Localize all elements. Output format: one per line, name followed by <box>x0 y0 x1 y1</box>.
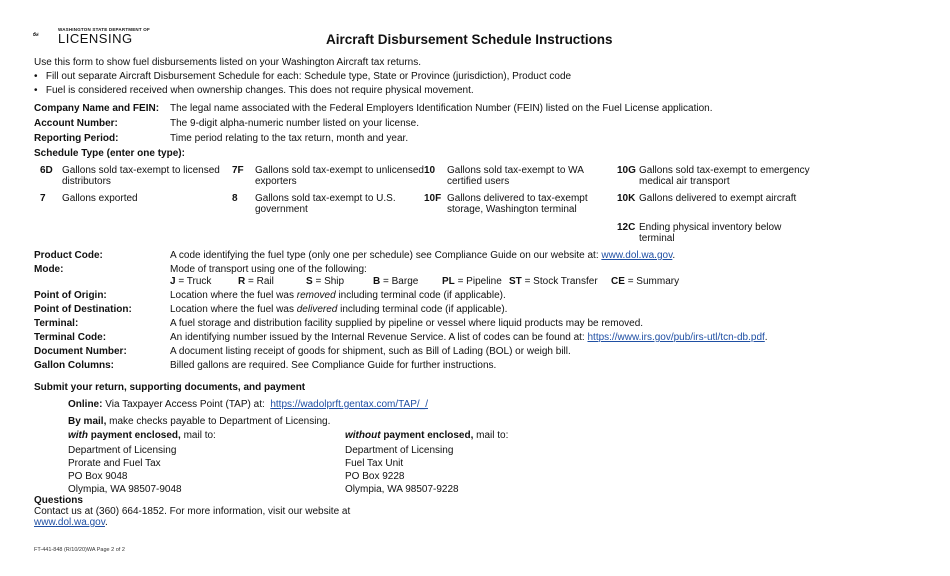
dol-website-link[interactable]: www.dol.wa.gov <box>34 517 105 528</box>
schedule-desc: Ending physical inventory below terminal <box>639 222 782 244</box>
gallon-label: Gallon Columns: <box>34 360 114 371</box>
period-text: Time period relating to the tax return, month and year. <box>170 133 409 144</box>
period-label: Reporting Period: <box>34 133 119 144</box>
schedule-code: 10K <box>617 193 636 204</box>
origin-text: Location where the fuel was removed including terminal code (if applicable). <box>170 290 506 301</box>
schedule-code: 8 <box>232 193 238 204</box>
dol-website-link[interactable]: www.dol.wa.gov <box>601 250 673 261</box>
schedule-type-label: Schedule Type (enter one type): <box>34 148 185 159</box>
origin-label: Point of Origin: <box>34 290 107 301</box>
schedule-desc: Gallons delivered to tax-exempt storage, Washington terminal <box>447 193 588 215</box>
schedule-desc: Gallons sold tax-exempt to emergency medical air transport <box>639 165 810 187</box>
schedule-desc: Gallons sold tax-exempt to licensed distributors <box>62 165 220 187</box>
page-title: Aircraft Disbursement Schedule Instructions <box>326 32 613 47</box>
mode-text: Mode of transport using one of the following: <box>170 264 367 275</box>
product-text: A code identifying the fuel type (only one per schedule) see Compliance Guide on our website at: www.dol.wa.gov. <box>170 250 676 261</box>
mode-item: ST = Stock Transfer <box>509 276 598 287</box>
mode-item: J = Truck <box>170 276 212 287</box>
with-payment-heading: with payment enclosed, mail to: <box>68 430 216 441</box>
schedule-code: 6D <box>40 165 53 176</box>
intro-bullet-1: • Fill out separate Aircraft Disbursement Schedule for each: Schedule type, State or Province (jurisdiction), Product code <box>34 71 572 82</box>
schedule-code: 10 <box>424 165 436 176</box>
destination-text: Location where the fuel was delivered including terminal code (if applicable). <box>170 304 508 315</box>
mode-item: PL = Pipeline <box>442 276 502 287</box>
company-label: Company Name and FEIN: <box>34 103 160 114</box>
document-text: A document listing receipt of goods for shipment, such as Bill of Lading (BOL) or weigh bill. <box>170 346 571 357</box>
mode-label: Mode: <box>34 264 64 275</box>
company-text: The legal name associated with the Federal Employers Identification Number (FEIN) listed on the Fuel License application. <box>170 103 713 114</box>
schedule-code: 10F <box>424 193 442 204</box>
irs-tcn-link[interactable]: https://www.irs.gov/pub/irs-utl/tcn-db.pdf <box>587 332 765 343</box>
with-payment-address: Department of Licensing Prorate and Fuel Tax PO Box 9048 Olympia, WA 98507-9048 <box>68 445 182 495</box>
schedule-code: 10G <box>617 165 636 176</box>
schedule-code: 7 <box>40 193 46 204</box>
without-payment-heading: without payment enclosed, mail to: <box>345 430 509 441</box>
online-line: Online: Via Taxpayer Access Point (TAP) at: https://wadolprft.gentax.com/TAP/_/ <box>68 399 428 410</box>
questions-link-line: www.dol.wa.gov. <box>34 517 108 528</box>
account-label: Account Number: <box>34 118 118 129</box>
schedule-desc: Gallons sold tax-exempt to WA certified users <box>447 165 584 187</box>
tap-link[interactable]: https://wadolprft.gentax.com/TAP/_/ <box>270 399 428 410</box>
agency-small-text: WASHINGTON STATE DEPARTMENT OF <box>58 27 150 32</box>
schedule-desc: Gallons sold tax-exempt to unlicensed exporters <box>255 165 424 187</box>
questions-heading: Questions <box>34 495 83 506</box>
intro-bullet-2: • Fuel is considered received when ownership changes. This does not require physical movement. <box>34 85 474 96</box>
mode-item: CE = Summary <box>611 276 680 287</box>
mode-item: B = Barge <box>373 276 419 287</box>
terminal-label: Terminal: <box>34 318 79 329</box>
agency-big-text: LICENSING <box>58 31 133 46</box>
schedule-desc: Gallons sold tax-exempt to U.S. government <box>255 193 396 215</box>
questions-text: Contact us at (360) 664-1852. For more information, visit our website at <box>34 506 351 517</box>
schedule-desc: Gallons delivered to exempt aircraft <box>639 193 797 204</box>
document-label: Document Number: <box>34 346 127 357</box>
mode-item: S = Ship <box>306 276 345 287</box>
gallon-text: Billed gallons are required. See Compliance Guide for further instructions. <box>170 360 497 371</box>
intro-line: Use this form to show fuel disbursements listed on your Washington Aircraft tax returns. <box>34 57 422 68</box>
terminal-text: A fuel storage and distribution facility supplied by pipeline or vessel where liquid products may be removed. <box>170 318 644 329</box>
mail-line: By mail, make checks payable to Department of Licensing. <box>68 416 331 427</box>
submit-heading: Submit your return, supporting documents, and payment <box>34 382 306 393</box>
form-number: FT-441-848 (R/10/20)WA Page 2 of 2 <box>34 547 125 553</box>
schedule-code: 7F <box>232 165 244 176</box>
terminal-code-text: An identifying number issued by the Internal Revenue Service. A list of codes can be found at: https://www.irs.gov/pub/irs-utl/tcn-db.pdf. <box>170 332 768 343</box>
terminal-code-label: Terminal Code: <box>34 332 107 343</box>
schedule-code: 12C <box>617 222 636 233</box>
dol-logo-icon <box>33 24 57 44</box>
mode-item: R = Rail <box>238 276 274 287</box>
product-label: Product Code: <box>34 250 103 261</box>
destination-label: Point of Destination: <box>34 304 132 315</box>
schedule-desc: Gallons exported <box>62 193 138 204</box>
without-payment-address: Department of Licensing Fuel Tax Unit PO Box 9228 Olympia, WA 98507-9228 <box>345 445 459 495</box>
account-text: The 9-digit alpha-numeric number listed on your license. <box>170 118 420 129</box>
